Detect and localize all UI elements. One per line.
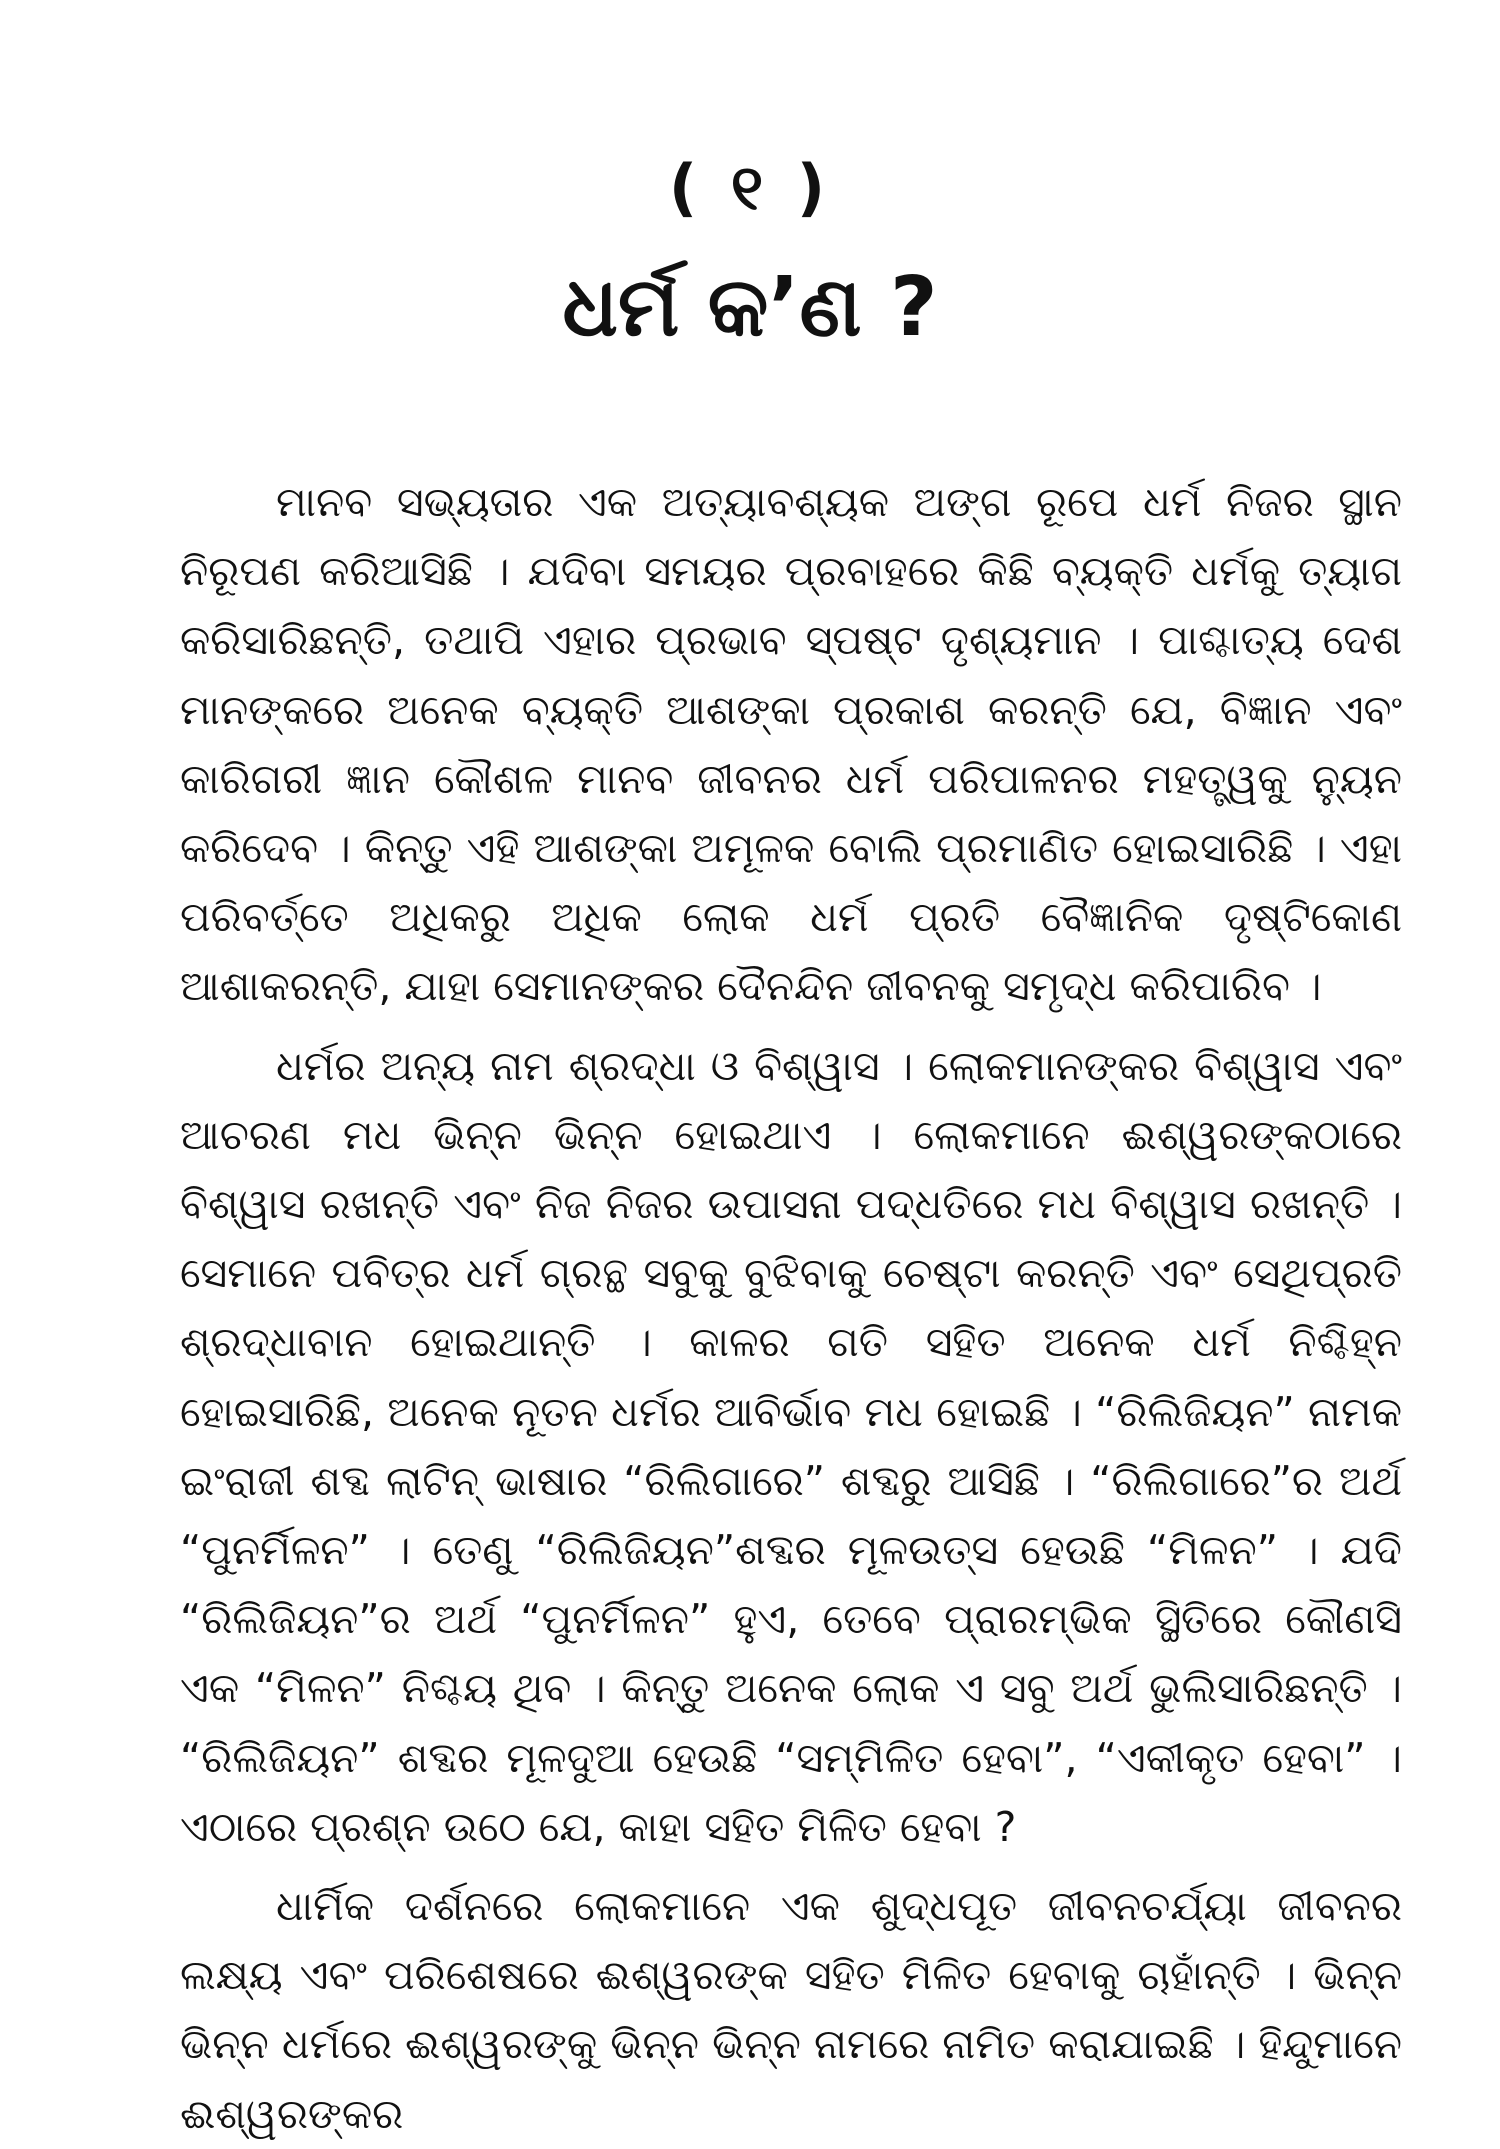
paragraph-2: ଧର୍ମର ଅନ୍ୟ ନାମ ଶ୍ରଦ୍ଧା ଓ ବିଶ୍ୱାସ । ଲୋକମାନଙ୍କର ବିଶ୍ୱାସ ଏବଂ ଆଚରଣ ମଧ ଭିନ୍ନ ଭିନ୍ନ ହୋଇଥାଏ । ଲୋକମାନେ ଈଶ୍ୱରଙ୍କଠାରେ ବିଶ୍ୱାସ ରଖନ୍ତି ଏବଂ ନିଜ ନିଜର ଉପାସନା ପଦ୍ଧତିରେ ମଧ ବିଶ୍ୱାସ ରଖନ୍ତି । ସେମାନେ ପବିତ୍ର ଧର୍ମ ଗ୍ରନ୍ଥ ସବୁକୁ ବୁଝିବାକୁ ଚେଷ୍ଟା କରନ୍ତି ଏବଂ ସେଥିପ୍ରତି ଶ୍ରଦ୍ଧାବାନ ହୋଇଥାନ୍ତି । କାଳର ଗତି ସହିତ ଅନେକ ଧର୍ମ ନିଶ୍ଚିହ୍ନ ହୋଇସାରିଛି, ଅନେକ ନୂତନ ଧର୍ମର ଆବିର୍ଭାବ ମଧ ହୋଇଛି । “ରିଲିଜିୟନ” ନାମକ ଇଂରାଜୀ ଶବ୍ଦ ଲାଟିନ୍ ଭାଷାର “ରିଲିଗାରେ” ଶବ୍ଦରୁ ଆସିଛି । “ରିଲିଗାରେ”ର ଅର୍ଥ “ପୁନର୍ମିଳନ” । ତେଣୁ “ରିଲିଜିୟନ”ଶବ୍ଦର ମୂଳଉତ୍ସ ହେଉଛି “ମିଳନ” । ଯଦି “ରିଲିଜିୟନ”ର ଅର୍ଥ “ପୁନର୍ମିଳନ” ହୁଏ, ତେବେ ପ୍ରାରମ୍ଭିକ ସ୍ଥିତିରେ କୌଣସି ଏକ “ମିଳନ” ନିଶ୍ଚୟ ଥିବ । କିନ୍ତୁ ଅନେକ ଲୋକ ଏ ସବୁ ଅର୍ଥ ଭୁଲିସାରିଛନ୍ତି । “ରିଲିଜିୟନ” ଶବ୍ଦର ମୂଳଦୁଆ ହେଉଛି “ସମ୍ମିଳିତ ହେବା”, “ଏକୀକୃତ ହେବା” । ଏଠାରେ ପ୍ରଶ୍ନ ଉଠେ ଯେ, କାହା ସହିତ ମିଳିତ ହେବା ? — [180, 1041, 1402, 1851]
chapter-title: ଧର୍ମ କ’ଣ ? — [562, 260, 938, 355]
body-text — [180, 468, 1402, 2149]
paragraph-3: ଧାର୍ମିକ ଦର୍ଶନରେ ଲୋକମାନେ ଏକ ଶୁଦ୍ଧପୂତ ଜୀବନଚର୍ଯ୍ୟା ଜୀବନର ଲକ୍ଷ୍ୟ ଏବଂ ପରିଶେଷରେ ଈଶ୍ୱରଙ୍କ ସହିତ ମିଳିତ ହେବାକୁ ଚାହାଁନ୍ତି । ଭିନ୍ନ ଭିନ୍ନ ଧର୍ମରେ ଈଶ୍ୱରଙ୍କୁ ଭିନ୍ନ ଭିନ୍ନ ନାମରେ ନାମିତ କରାଯାଇଛି । ହିନ୍ଦୁମାନେ ଈଶ୍ୱରଙ୍କର — [180, 1882, 1402, 2138]
paragraph-1: ମାନବ ସଭ୍ୟତାର ଏକ ଅତ୍ୟାବଶ୍ୟକ ଅଙ୍ଗ ରୂପେ ଧର୍ମ ନିଜର ସ୍ଥାନ ନିରୂପଣ କରିଆସିଛି । ଯଦିବା ସମୟର ପ୍ରବାହରେ କିଛି ବ୍ୟକ୍ତି ଧର୍ମକୁ ତ୍ୟାଗ କରିସାରିଛନ୍ତି, ତଥାପି ଏହାର ପ୍ରଭାବ ସ୍ପଷ୍ଟ ଦୃଶ୍ୟମାନ । ପାଶ୍ଚାତ୍ୟ ଦେଶ ମାନଙ୍କରେ ଅନେକ ବ୍ୟକ୍ତି ଆଶଙ୍କା ପ୍ରକାଶ କରନ୍ତି ଯେ, ବିଜ୍ଞାନ ଏବଂ କାରିଗରୀ ଜ୍ଞାନ କୌଶଳ ମାନବ ଜୀବନର ଧର୍ମ ପରିପାଳନର ମହତ୍ତ୍ୱକୁ ନ୍ୟୁନ କରିଦେବ । କିନ୍ତୁ ଏହି ଆଶଙ୍କା ଅମୂଳକ ବୋଲି ପ୍ରମାଣିତ ହୋଇସାରିଛି । ଏହା ପରିବର୍ତ୍ତେ ଅଧିକରୁ ଅଧିକ ଲୋକ ଧର୍ମ ପ୍ରତି ବୈଜ୍ଞାନିକ ଦୃଷ୍ଟିକୋଣ ଆଶାକରନ୍ତି, ଯାହା ସେମାନଙ୍କର ଦୈନନ୍ଦିନ ଜୀବନକୁ ସମୃଦ୍ଧ କରିପାରିବ । — [180, 478, 1402, 1011]
chapter-number: ( ୧ ) — [668, 151, 832, 224]
